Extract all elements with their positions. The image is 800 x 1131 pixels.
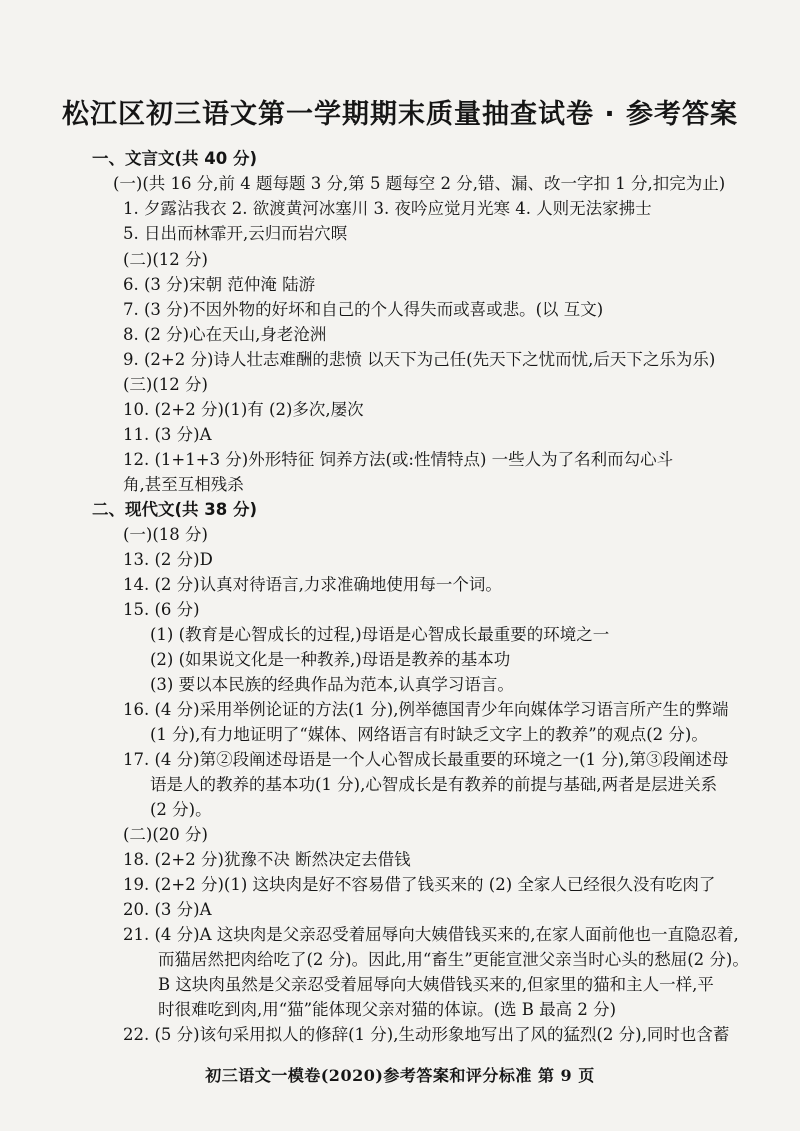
- answer-line: (三)(12 分): [123, 375, 208, 394]
- answer-line: 9. (2+2 分)诗人壮志难酬的悲愤 以天下为己任(先天下之忧而忧,后天下之乐为乐): [123, 350, 716, 369]
- answer-line: (二)(12 分): [123, 250, 208, 269]
- answer-line: 22. (5 分)该句采用拟人的修辞(1 分),生动形象地写出了风的猛烈(2 分),同时也含蓄: [123, 1025, 730, 1044]
- page-footer: 初三语文一模卷(2020)参考答案和评分标准 第 9 页: [205, 1066, 595, 1085]
- page-title: 松江区初三语文第一学期期末质量抽查试卷 · 参考答案: [61, 99, 739, 130]
- answer-line: 18. (2+2 分)犹豫不决 断然决定去借钱: [123, 850, 411, 869]
- answer-line: (一)(18 分): [123, 525, 208, 544]
- answer-line: 7. (3 分)不因外物的好坏和自己的个人得失而或喜或悲。(以 互文): [123, 300, 604, 319]
- answer-line: 13. (2 分)D: [123, 550, 213, 569]
- answer-line: 1. 夕露沾我衣 2. 欲渡黄河冰塞川 3. 夜吟应觉月光寒 4. 人则无法家拂士: [123, 199, 652, 218]
- answer-line: (2) (如果说文化是一种教养,)母语是教养的基本功: [150, 650, 511, 669]
- answer-line: 21. (4 分)A 这块肉是父亲忍受着屈辱向大姨借钱买来的,在家人面前他也一直隐忍着,: [123, 925, 739, 944]
- answer-line: 时很难吃到肉,用“猫”能体现父亲对猫的体谅。(选 B 最高 2 分): [158, 1000, 617, 1019]
- answer-line: 而猫居然把肉给吃了(2 分)。因此,用“畜生”更能宣泄父亲当时心头的愁屈(2 分)。: [158, 950, 749, 969]
- answer-line: 5. 日出而林霏开,云归而岩穴暝: [123, 224, 348, 243]
- answer-line: B 这块肉虽然是父亲忍受着屈辱向大姨借钱买来的,但家里的猫和主人一样,平: [158, 975, 714, 994]
- section-heading-classical: 一、文言文(共 40 分): [92, 149, 258, 168]
- answer-line: 14. (2 分)认真对待语言,力求准确地使用每一个词。: [123, 575, 502, 594]
- answer-line: (一)(共 16 分,前 4 题每题 3 分,第 5 题每空 2 分,错、漏、改一字扣 1 分,扣完为止): [113, 174, 726, 193]
- answer-line: 角,甚至互相残杀: [123, 475, 244, 494]
- answer-line: 8. (2 分)心在天山,身老沧洲: [123, 325, 327, 344]
- answer-line: (3) 要以本民族的经典作品为范本,认真学习语言。: [150, 675, 514, 694]
- answer-line: 17. (4 分)第②段阐述母语是一个人心智成长最重要的环境之一(1 分),第③段阐述母: [123, 750, 729, 769]
- answer-line: 11. (3 分)A: [123, 425, 212, 444]
- answer-line: 15. (6 分): [123, 600, 200, 619]
- answer-line: 10. (2+2 分)(1)有 (2)多次,屡次: [123, 400, 364, 419]
- section-heading-modern: 二、现代文(共 38 分): [92, 500, 258, 519]
- answer-line: 12. (1+1+3 分)外形特征 饲养方法(或:性情特点) 一些人为了名利而勾心斗: [123, 450, 674, 469]
- answer-line: (2 分)。: [150, 800, 212, 819]
- answer-line: 语是人的教养的基本功(1 分),心智成长是有教养的前提与基础,两者是层进关系: [150, 775, 718, 794]
- answer-line: 16. (4 分)采用举例论证的方法(1 分),例举德国青少年向媒体学习语言所产生的弊端: [123, 700, 729, 719]
- answer-line: 6. (3 分)宋朝 范仲淹 陆游: [123, 275, 316, 294]
- answer-line: (二)(20 分): [123, 825, 208, 844]
- answer-line: (1) (教育是心智成长的过程,)母语是心智成长最重要的环境之一: [150, 625, 610, 644]
- answer-line: 20. (3 分)A: [123, 900, 212, 919]
- answer-line: (1 分),有力地证明了“媒体、网络语言有时缺乏文字上的教养”的观点(2 分)。: [150, 725, 708, 744]
- answer-line: 19. (2+2 分)(1) 这块肉是好不容易借了钱买来的 (2) 全家人已经很久没有吃肉了: [123, 875, 716, 894]
